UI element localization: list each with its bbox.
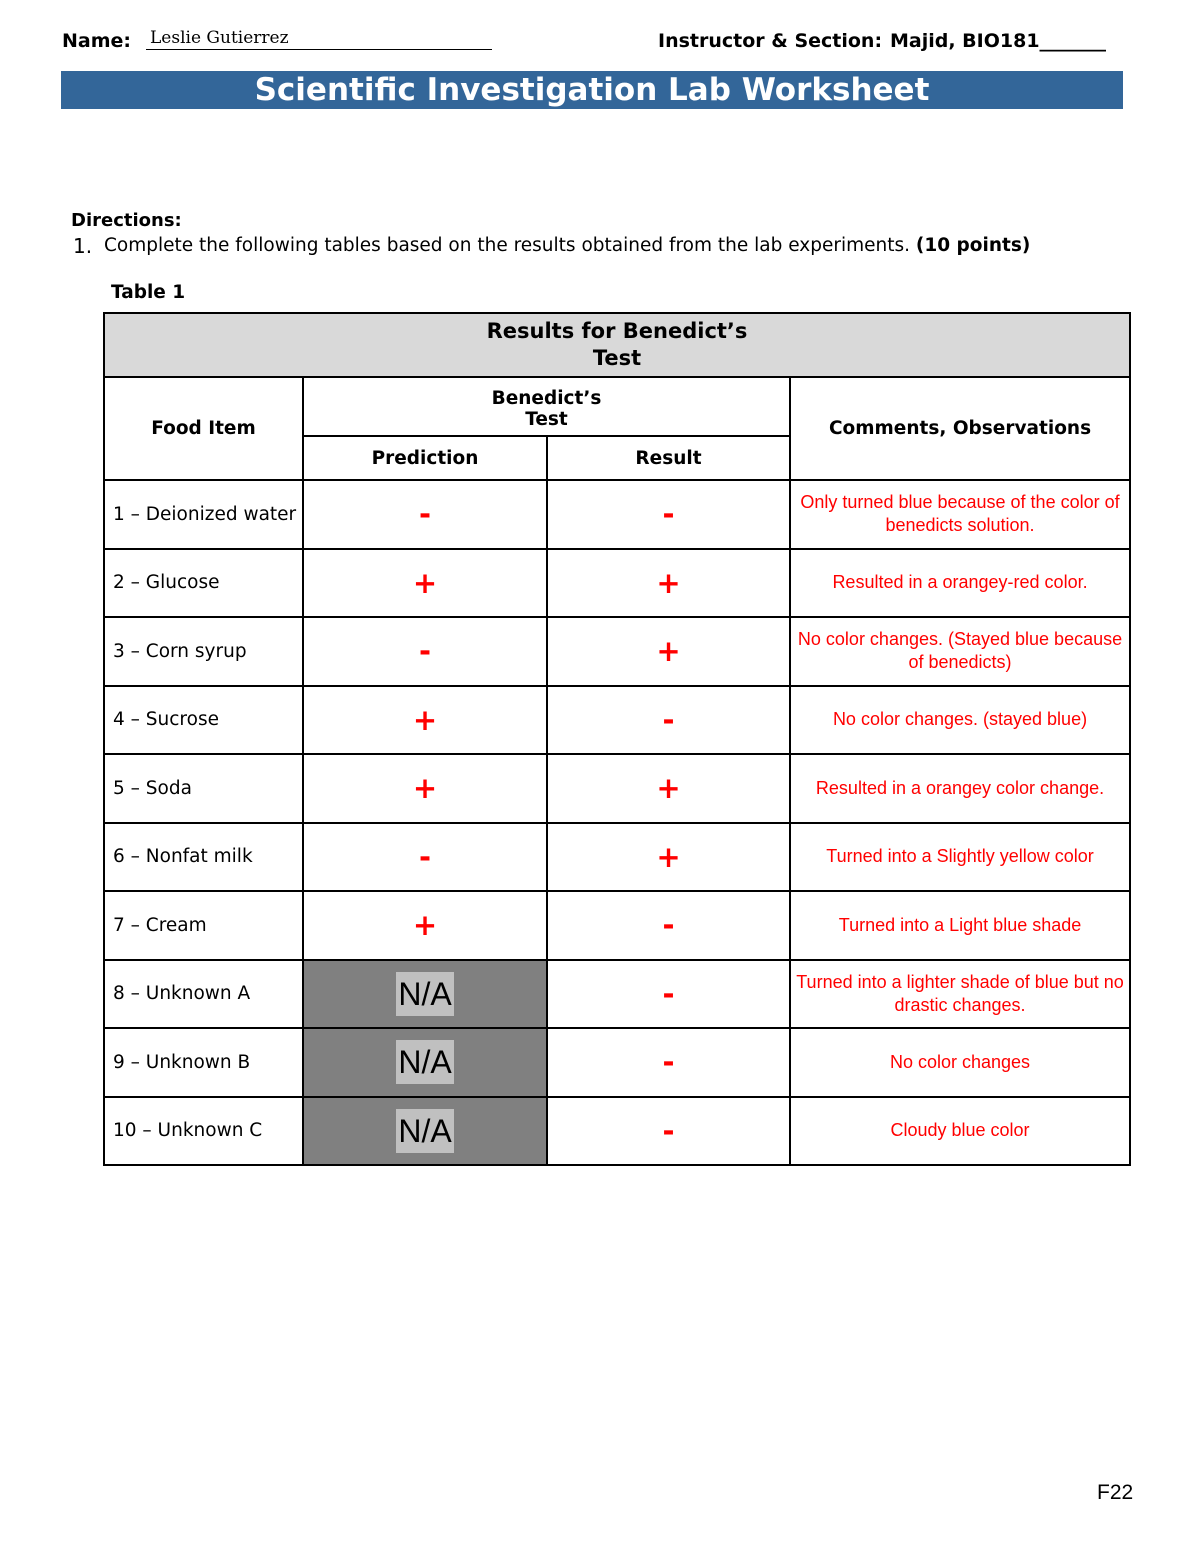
result-cell[interactable]: - xyxy=(547,960,790,1029)
direction-number: 1. xyxy=(73,234,93,258)
table-row xyxy=(104,823,1130,892)
instructor-section-label: Instructor & Section: xyxy=(658,30,883,52)
benedicts-results-table xyxy=(103,312,1131,1166)
table-caption: Table 1 xyxy=(111,282,186,303)
table-row xyxy=(104,1097,1130,1166)
observation-cell[interactable]: Resulted in a orangey color change. xyxy=(790,754,1130,823)
food-item-cell: 1 – Deionized water xyxy=(104,480,303,549)
prediction-cell[interactable]: + xyxy=(303,891,547,960)
comments-header: Comments, Observations xyxy=(790,377,1130,480)
food-item-cell: 7 – Cream xyxy=(104,891,303,960)
food-item-header: Food Item xyxy=(104,377,303,480)
result-cell[interactable]: - xyxy=(547,891,790,960)
prediction-cell[interactable]: + xyxy=(303,549,547,618)
prediction-cell[interactable]: - xyxy=(303,480,547,549)
table-row xyxy=(104,480,1130,549)
result-cell[interactable]: + xyxy=(547,754,790,823)
observation-cell[interactable]: No color changes. (Stayed blue because of benedicts) xyxy=(790,617,1130,686)
observation-cell[interactable]: Only turned blue because of the color of benedicts solution. xyxy=(790,480,1130,549)
table-row xyxy=(104,960,1130,1029)
direction-points: (10 points) xyxy=(915,235,1031,256)
table-heading-line2: Test xyxy=(592,346,642,370)
result-cell[interactable]: + xyxy=(547,549,790,618)
benedicts-test-header xyxy=(303,377,790,436)
food-item-cell: 8 – Unknown A xyxy=(104,960,303,1029)
observation-cell[interactable]: Cloudy blue color xyxy=(790,1097,1130,1166)
result-cell[interactable]: - xyxy=(547,1097,790,1166)
prediction-cell[interactable]: + xyxy=(303,754,547,823)
observation-cell[interactable]: No color changes. (stayed blue) xyxy=(790,686,1130,755)
food-item-cell: 9 – Unknown B xyxy=(104,1028,303,1097)
table-row xyxy=(104,686,1130,755)
page-footer-code: F22 xyxy=(1097,1481,1134,1504)
worksheet-title: Scientific Investigation Lab Worksheet xyxy=(61,71,1123,109)
prediction-cell[interactable]: - xyxy=(303,823,547,892)
table-heading xyxy=(104,313,1130,377)
result-header: Result xyxy=(547,436,790,480)
result-cell[interactable]: - xyxy=(547,480,790,549)
food-item-cell: 6 – Nonfat milk xyxy=(104,823,303,892)
observation-cell[interactable]: Resulted in a orangey-red color. xyxy=(790,549,1130,618)
prediction-header: Prediction xyxy=(303,436,547,480)
name-label: Name: xyxy=(62,30,132,52)
food-item-cell: 5 – Soda xyxy=(104,754,303,823)
prediction-cell[interactable]: + xyxy=(303,686,547,755)
prediction-cell-na[interactable] xyxy=(303,960,547,1029)
food-item-cell: 2 – Glucose xyxy=(104,549,303,618)
food-item-cell: 3 – Corn syrup xyxy=(104,617,303,686)
observation-cell[interactable]: Turned into a Light blue shade xyxy=(790,891,1130,960)
table-row xyxy=(104,549,1130,618)
na-label: N/A xyxy=(396,972,453,1016)
table-row xyxy=(104,891,1130,960)
table-heading-line1: Results for Benedict’s xyxy=(486,319,748,343)
direction-instruction: Complete the following tables based on the results obtained from the lab experiments. xyxy=(104,235,911,256)
result-cell[interactable]: - xyxy=(547,686,790,755)
observation-cell[interactable]: Turned into a Slightly yellow color xyxy=(790,823,1130,892)
observation-cell[interactable]: Turned into a lighter shade of blue but no drastic changes. xyxy=(790,960,1130,1029)
observation-cell[interactable]: No color changes xyxy=(790,1028,1130,1097)
table-row xyxy=(104,617,1130,686)
food-item-cell: 10 – Unknown C xyxy=(104,1097,303,1166)
table-row xyxy=(104,754,1130,823)
direction-text xyxy=(104,235,1030,256)
prediction-cell-na[interactable] xyxy=(303,1028,547,1097)
na-label: N/A xyxy=(396,1040,453,1084)
food-item-cell: 4 – Sucrose xyxy=(104,686,303,755)
result-cell[interactable]: - xyxy=(547,1028,790,1097)
result-cell[interactable]: + xyxy=(547,617,790,686)
name-field[interactable]: Leslie Gutierrez xyxy=(146,28,492,50)
instructor-section-field[interactable]: Majid, BIO181_______ xyxy=(890,30,1107,52)
prediction-cell[interactable]: - xyxy=(303,617,547,686)
na-label: N/A xyxy=(396,1109,453,1153)
directions-label: Directions: xyxy=(71,210,182,231)
table-row xyxy=(104,1028,1130,1097)
prediction-cell-na[interactable] xyxy=(303,1097,547,1166)
result-cell[interactable]: + xyxy=(547,823,790,892)
benedicts-test-header-line1: Benedict’s xyxy=(491,387,602,409)
benedicts-test-header-line2: Test xyxy=(525,408,568,430)
